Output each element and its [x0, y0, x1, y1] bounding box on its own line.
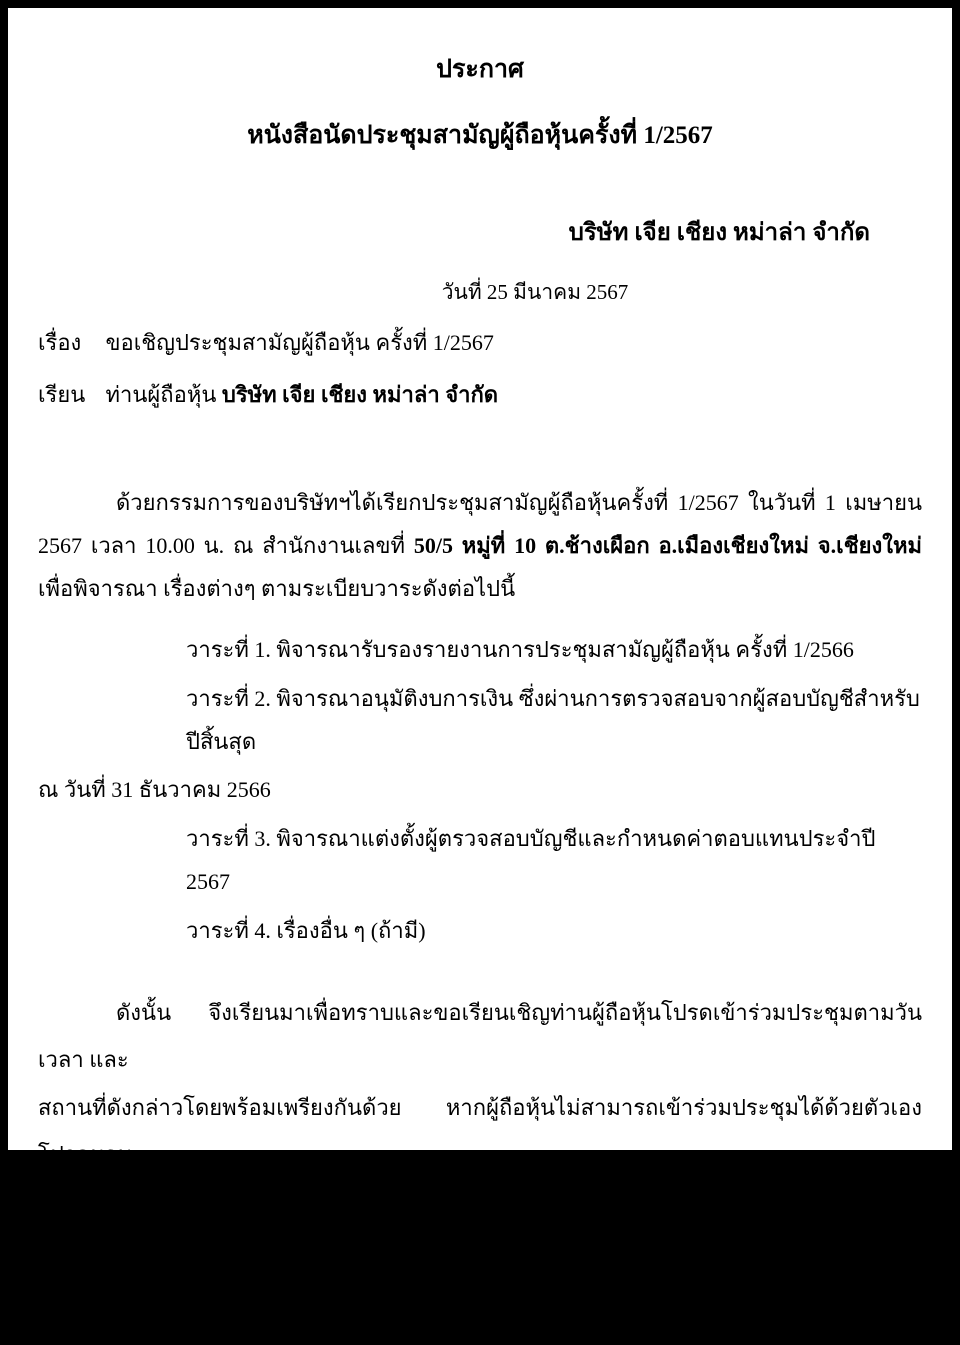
closing-paragraph	[38, 989, 922, 1225]
document-page	[8, 8, 952, 1340]
body-paragraph-1-part3: เรื่องต่างๆ ตามระเบียบวาระดังต่อไปนี้	[163, 575, 516, 601]
closing-line-1-text: ดังนั้น จึงเรียนมาเพื่อทราบและขอเรียนเชิญท่านผู้ถือหุ้นโปรดเข้าร่วมประชุมตามวัน เวลา และ	[38, 1000, 922, 1073]
page-title: ประกาศ	[436, 56, 524, 83]
agenda-item: วาระที่ 1. พิจารณารับรองรายงานการประชุมสามัญผู้ถือหุ้น ครั้งที่ 1/2566	[186, 636, 854, 662]
closing-line-3: ฉันทะให้บุคคลอื่นเข้าร่วมประชุมแทน จักขอบพระคุณยิ่ง	[38, 1189, 560, 1215]
recipient-row	[38, 377, 922, 413]
recipient-company: บริษัท เจีย เชียง หม่าล่า จำกัด	[221, 381, 499, 407]
subject-row	[38, 325, 922, 361]
document-subtitle: หนังสือนัดประชุมสามัญผู้ถือหุ้นครั้งที่ 1/2567	[247, 121, 713, 149]
subject-value: ขอเชิญประชุมสามัญผู้ถือหุ้น ครั้งที่ 1/2567	[105, 329, 494, 355]
signature-block	[38, 1252, 922, 1345]
document-body	[38, 50, 922, 1345]
signature-name: ( นายฉงฟู แซ่หยาง )	[458, 1314, 652, 1340]
agenda-item: วาระที่ 2. พิจารณาอนุมัติงบการเงิน ซึ่งผ่านการตรวจสอบจากผู้สอบบัญชีสำหรับปีสิ้นสุด	[186, 685, 920, 754]
agenda-item: วาระที่ 4. เรื่องอื่น ๆ (ถ้ามี)	[186, 918, 426, 944]
subject-label: เรื่อง	[38, 329, 82, 355]
body-paragraph-1-part2-post: เพื่อพิจารณา	[38, 575, 158, 601]
recipient-value: ท่านผู้ถือหุ้น	[105, 381, 222, 407]
agenda-list	[38, 629, 922, 953]
agenda-item-continuation-text: ณ วันที่ 31 ธันวาคม 2566	[38, 777, 271, 803]
body-paragraph-1-part2-pre: เวลา 10.00 น. ณ สำนักงานเลขที่	[90, 533, 414, 559]
meeting-address: 50/5 หมู่ที่ 10 ต.ช้างเผือก อ.เมืองเชียงใหม่ จ.เชียงใหม่	[413, 533, 923, 559]
agenda-item-continuation	[38, 769, 922, 812]
company-name: บริษัท เจีย เชียง หม่าล่า จำกัด	[568, 220, 870, 246]
agenda-item: วาระที่ 3. พิจารณาแต่งตั้งผู้ตรวจสอบบัญชีและกำหนดค่าตอบแทนประจำปี 2567	[186, 826, 876, 895]
closing-line-1	[38, 989, 922, 1084]
recipient-label: เรียน	[38, 381, 86, 407]
document-title-block	[38, 50, 922, 156]
document-date: วันที่ 25 มีนาคม 2567	[441, 279, 629, 304]
closing-line-2: สถานที่ดังกล่าวโดยพร้อมเพรียงกันด้วย หากผู้ถือหุ้นไม่สามารถเข้าร่วมประชุมได้ด้วยตัวเองโปรดมอบ	[38, 1094, 922, 1167]
signature-regards: ขอแสดงความนับถือ	[459, 1256, 651, 1282]
body-paragraph-1-part1: ด้วยกรรมการของบริษัทฯได้เรียกประชุมสามัญผู้ถือหุ้นครั้งที่ 1/2567 ในวันที่ 1 เมษายน 2567	[38, 490, 922, 559]
body-paragraph-1	[38, 482, 922, 611]
